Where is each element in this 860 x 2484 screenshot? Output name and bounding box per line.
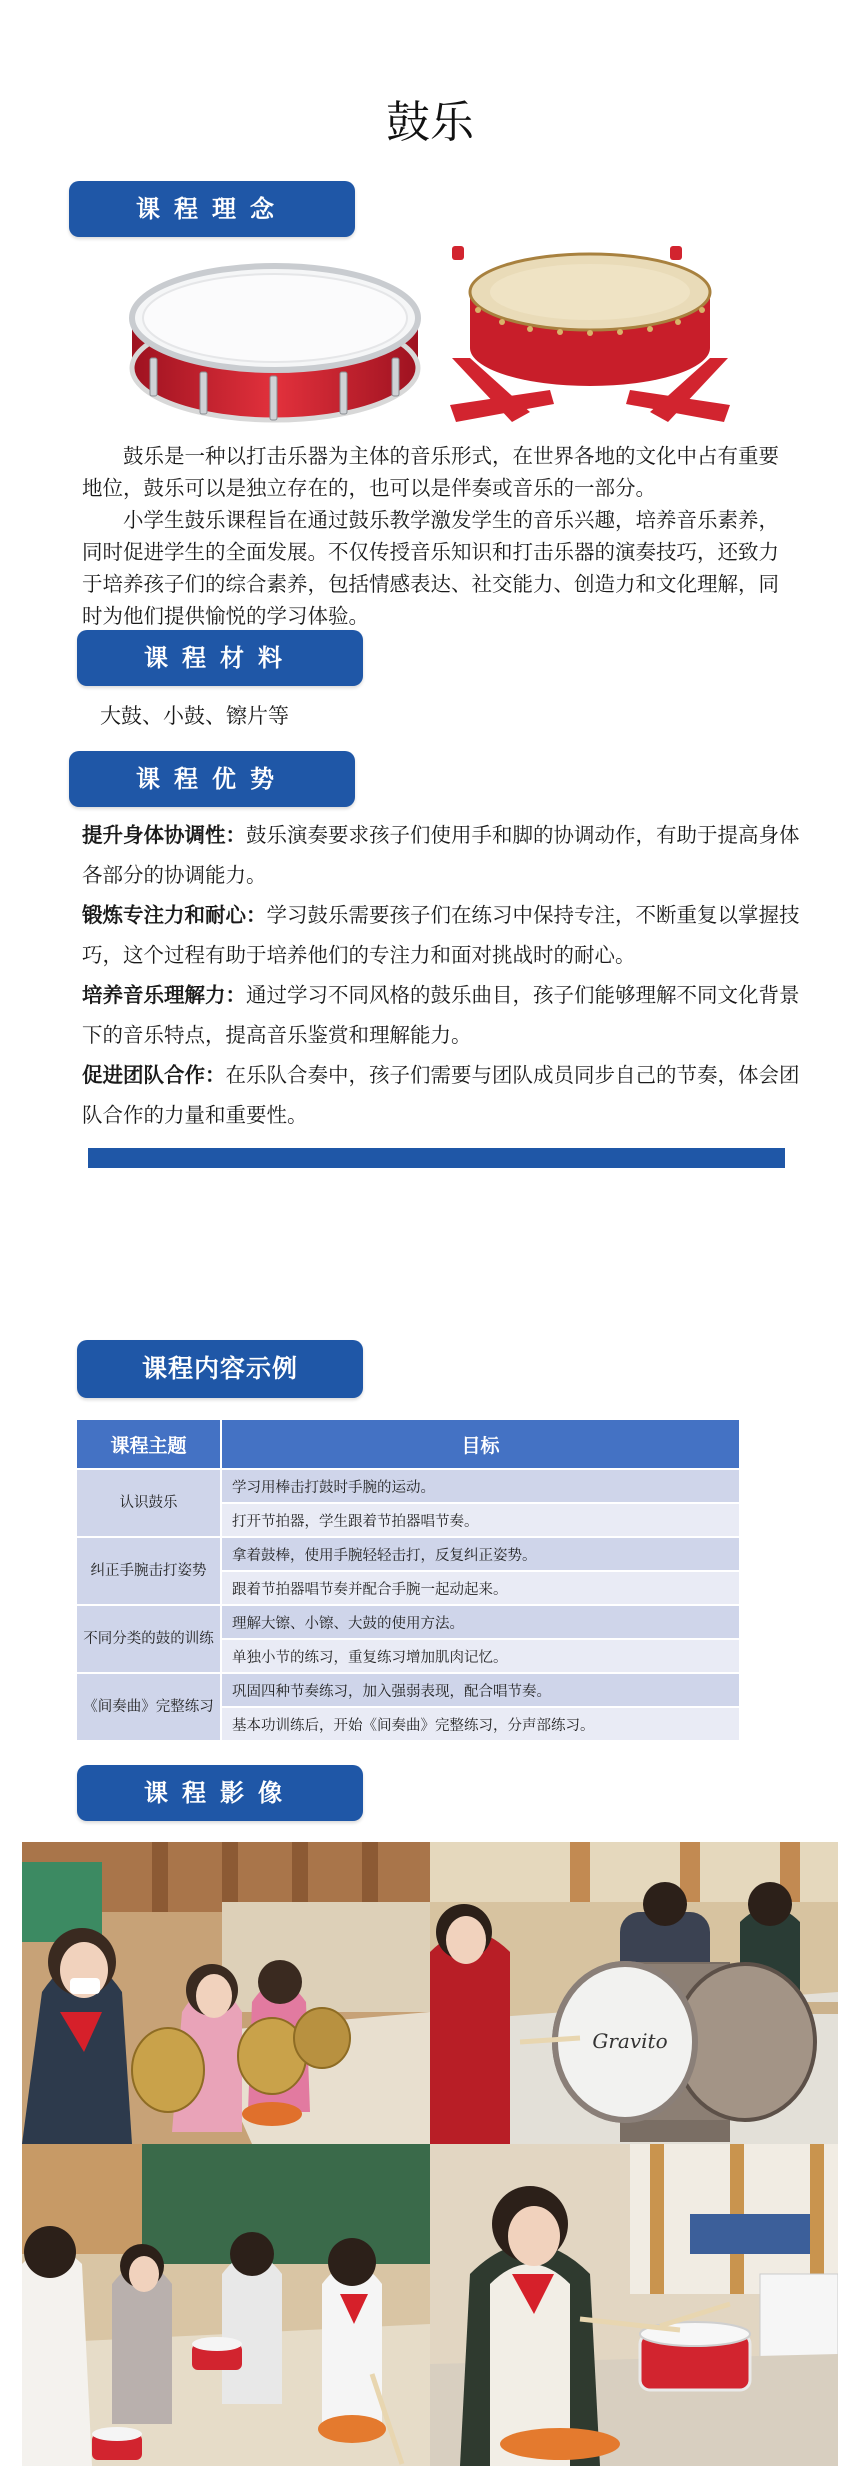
topic-cell: 纠正手腕击打姿势 [77,1538,220,1604]
advantage-body: 通过学习不同风格的鼓乐曲目，孩子们能够理解不同文化背景下的音乐特点，提高音乐鉴赏和理解能力。 [82,983,800,1047]
table-header-row [77,1420,739,1468]
goal-cell: 学习用棒击打鼓时手腕的运动。 [222,1470,739,1502]
table-row [77,1538,739,1570]
goal-cell: 巩固四种节奏练习，加入强弱表现，配合唱节奏。 [222,1674,739,1706]
topic-cell: 认识鼓乐 [77,1470,220,1536]
advantage-head: 锻炼专注力和耐心： [82,903,267,927]
advantage-body: 鼓乐演奏要求孩子们使用手和脚的协调动作，有助于提高身体各部分的协调能力。 [82,823,800,887]
advantage-head: 培养音乐理解力： [82,983,246,1007]
advantage-head: 提升身体协调性： [82,823,246,847]
chinese-drum-image [430,240,750,440]
class-photo-snare-student [430,2144,838,2466]
topic-cell: 不同分类的鼓的训练 [77,1606,220,1672]
goal-cell: 基本功训练后，开始《间奏曲》完整练习，分声部练习。 [222,1708,739,1740]
topic-cell: 《间奏曲》完整练习 [77,1674,220,1740]
goal-cell: 拿着鼓棒，使用手腕轻轻击打，反复纠正姿势。 [222,1538,739,1570]
table-row [77,1470,739,1502]
advantage-item [82,975,802,1055]
table-header-goal: 目标 [222,1420,739,1468]
section-header-gallery: 课程影像 [77,1765,363,1821]
philosophy-text [82,440,782,632]
page-title: 鼓乐 [386,97,474,148]
goal-cell: 打开节拍器，学生跟着节拍器唱节奏。 [222,1504,739,1536]
advantage-item [82,895,802,975]
philosophy-paragraph: 小学生鼓乐课程旨在通过鼓乐教学激发学生的音乐兴趣，培养音乐素养，同时促进学生的全面发展。不仅传授音乐知识和打击乐器的演奏技巧，还致力于培养孩子们的综合素养，包括情感表达、社交能力、创造力和文化理解，同时为他们提供愉悦的学习体验。 [82,508,779,628]
advantage-body: 在乐队合奏中，孩子们需要与团队成员同步自己的节奏，体会团队合作的力量和重要性。 [82,1063,800,1127]
snare-drum-image [120,240,430,430]
advantage-item [82,815,802,895]
goal-cell: 跟着节拍器唱节奏并配合手腕一起动起来。 [222,1572,739,1604]
divider-bar [88,1148,785,1168]
section-header-advantages: 课程优势 [69,751,355,807]
table-row [77,1606,739,1638]
philosophy-paragraph: 鼓乐是一种以打击乐器为主体的音乐形式，在世界各地的文化中占有重要地位，鼓乐可以是独立存在的，也可以是伴奏或音乐的一部分。 [82,444,779,500]
class-photo-bass-drum [430,1842,838,2144]
section-header-philosophy: 课程理念 [69,181,355,237]
materials-text: 大鼓、小鼓、镲片等 [100,704,289,728]
advantage-head: 促进团队合作： [82,1063,226,1087]
advantage-item [82,1055,802,1135]
course-table [75,1418,741,1742]
class-photo-cymbals [22,1842,430,2144]
table-header-topic: 课程主题 [77,1420,220,1468]
section-header-content: 课程内容示例 [77,1340,363,1398]
table-row [77,1674,739,1706]
advantages-list [82,815,802,1135]
goal-cell: 单独小节的练习，重复练习增加肌肉记忆。 [222,1640,739,1672]
drum-brand-text: Gravito [592,2029,668,2053]
goal-cell: 理解大镲、小镲、大鼓的使用方法。 [222,1606,739,1638]
section-header-materials: 课程材料 [77,630,363,686]
class-photo-snare-practice [22,2144,430,2466]
advantage-body: 学习鼓乐需要孩子们在练习中保持专注，不断重复以掌握技巧，这个过程有助于培养他们的专注力和面对挑战时的耐心。 [82,903,800,967]
